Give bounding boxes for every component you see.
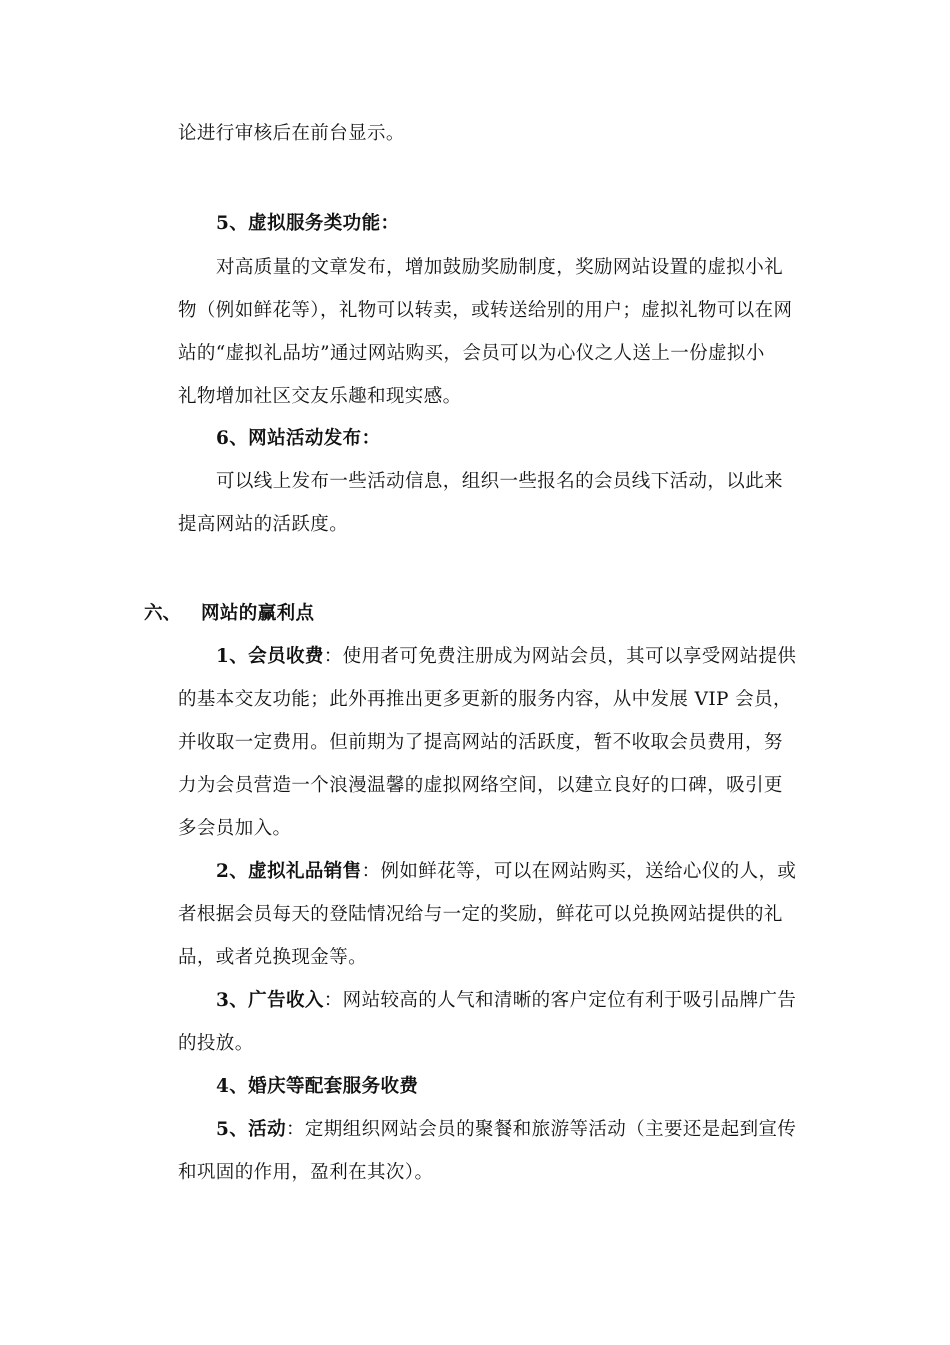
- paragraph-text: ：定期组织网站会员的聚餐和旅游等活动（主要还是起到宣传: [285, 1119, 797, 1140]
- subheading-virtual-services: 5、虚拟服务类功能：: [216, 213, 400, 234]
- text-line: 物（例如鲜花等），礼物可以转卖，或转送给别的用户；虚拟礼物可以在网: [178, 300, 793, 321]
- text-line: 的投放。: [178, 1033, 254, 1054]
- paragraph-head: 3、广告收入: [216, 990, 324, 1011]
- text-line: 对高质量的文章发布，增加鼓励奖励制度，奖励网站设置的虚拟小礼: [216, 257, 784, 278]
- text-line: 多会员加入。: [178, 818, 292, 839]
- text-line: 者根据会员每天的登陆情况给与一定的奖励，鲜花可以兑换网站提供的礼: [178, 904, 783, 925]
- section-number: 六、: [144, 603, 182, 624]
- paragraph-head: 1、会员收费: [216, 646, 324, 667]
- paragraph-head: 2、虚拟礼品销售: [216, 861, 362, 882]
- text-line: 并收取一定费用。但前期为了提高网站的活跃度，暂不收取会员费用，努: [178, 732, 783, 753]
- text-line: 的基本交友功能；此外再推出更多更新的服务内容，从中发展 VIP 会员，: [178, 689, 792, 710]
- paragraph-virtual-gift-sales: [216, 860, 796, 884]
- text-line: 品，或者兑换现金等。: [178, 947, 368, 968]
- paragraph-head: 5、活动: [216, 1119, 286, 1140]
- text-line: 站的“虚拟礼品坊”通过网站购买，会员可以为心仪之人送上一份虚拟小: [178, 343, 765, 364]
- text-line: 提高网站的活跃度。: [178, 514, 349, 535]
- paragraph-text: ：例如鲜花等，可以在网站购买，送给心仪的人，或: [361, 861, 797, 882]
- paragraph-activities: [216, 1118, 796, 1142]
- paragraph-text: ：网站较高的人气和清晰的客户定位有利于吸引品牌广告: [323, 990, 797, 1011]
- subheading-site-activities: 6、网站活动发布：: [216, 428, 381, 449]
- text-line: 和巩固的作用，盈利在其次）。: [178, 1162, 434, 1183]
- text-line: 礼物增加社区交友乐趣和现实感。: [178, 386, 462, 407]
- paragraph-membership-fee: [216, 645, 796, 669]
- paragraph-text: ：使用者可免费注册成为网站会员，其可以享受网站提供: [323, 646, 797, 667]
- paragraph-ad-revenue: [216, 989, 796, 1013]
- text-line: 力为会员营造一个浪漫温馨的虚拟网络空间，以建立良好的口碑，吸引更: [178, 775, 783, 796]
- text-line: 可以线上发布一些活动信息，组织一些报名的会员线下活动，以此来: [216, 471, 784, 492]
- section-title: 网站的赢利点: [201, 603, 315, 624]
- text-line: 论进行审核后在前台显示。: [178, 123, 405, 144]
- paragraph-wedding-services: 4、婚庆等配套服务收费: [216, 1076, 419, 1097]
